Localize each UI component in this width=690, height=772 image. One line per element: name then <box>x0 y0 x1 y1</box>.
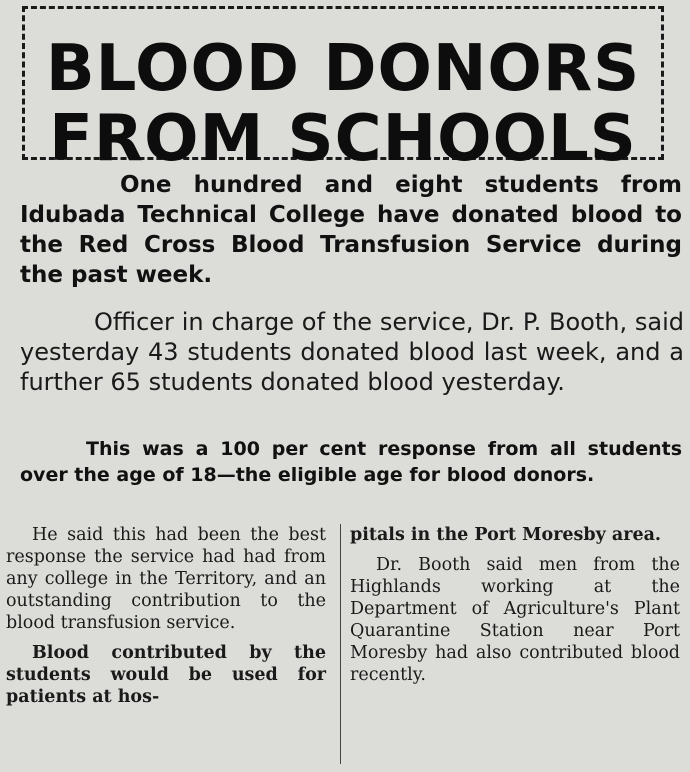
headline-box <box>22 6 664 176</box>
lead-text: One hundred and eight students from Idubada Technical College have donated blood to the Red Cross Blood Transfusion Service during the past week. <box>20 172 682 288</box>
right-column-paragraph-1: pitals in the Port Moresby area. <box>350 525 662 545</box>
headline-line-2: FROM SCHOOLS <box>49 102 637 176</box>
left-column-paragraph-1: He said this had been the best response the service had had from any college in the Territory, and an outstanding contribution to the blood transfusion service. <box>6 525 326 633</box>
headline-line-1: BLOOD DONORS <box>45 32 641 106</box>
left-column <box>6 524 326 708</box>
lead-paragraph <box>20 170 682 290</box>
column-divider <box>340 524 341 764</box>
body-paragraph-officer: Officer in charge of the service, Dr. P. Booth, said yesterday 43 students donated blood last week, and a further 65 students donated blood yesterday. <box>20 308 684 396</box>
right-column-paragraph-2: Dr. Booth said men from the Highlands working at the Department of Agriculture's Plant Quarantine Station near Port Moresby had also contributed blood recently. <box>350 555 680 685</box>
body-paragraph-response: This was a 100 per cent response from all students over the age of 18—the eligible age for blood donors. <box>20 438 682 486</box>
left-column-paragraph-2: Blood contributed by the students would be used for patients at hos- <box>6 643 326 707</box>
right-column <box>350 524 680 686</box>
